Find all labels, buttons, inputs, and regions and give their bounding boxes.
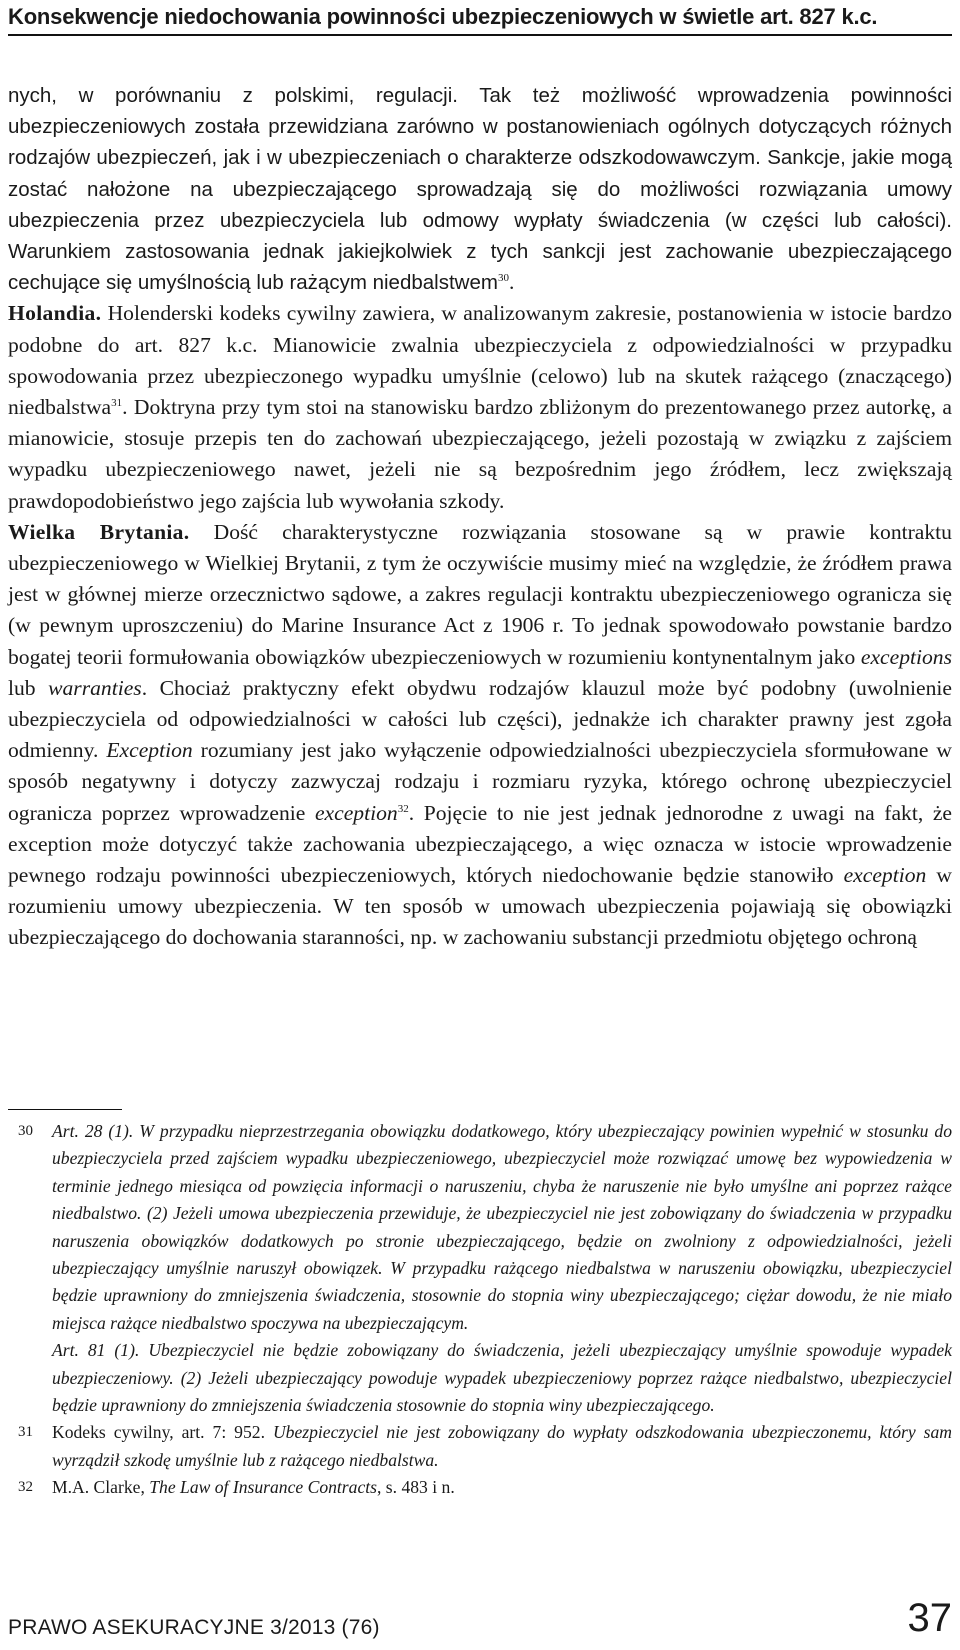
- footnote-32: [8, 1474, 952, 1501]
- paragraph-3b: . Chociaż praktyczny efekt obydwu rodzajów klauzul może być podobny (uwolnienie ubezpieczyciela od odpowiedzialności w całości lub części), jednakże ich charakter prawny jest zgoła odmienny.: [8, 675, 952, 763]
- footnotes: [8, 1118, 952, 1502]
- header-rule: [8, 34, 952, 36]
- footnote-31-lead: Kodeks cywilny, art. 7: 952.: [52, 1422, 265, 1443]
- footnote-ref-31: 31: [111, 396, 123, 409]
- paragraph-3e: w rozumieniu umowy ubezpieczenia. W ten sposób w umowach ubezpieczenia pojawiają się obowiązki ubezpieczającego do dochowania staranności, np. w zachowaniu substancji przedmiotu objętego ochroną: [8, 863, 952, 950]
- paragraph-1-end: .: [508, 270, 515, 295]
- footnote-30-text: Art. 28 (1). W przypadku nieprzestrzegania obowiązku dodatkowego, który ubezpieczający powinien wypełnić w stosunku do ubezpieczyciela przed zajściem wypadku ubezpieczeniowego, ubezpieczyciel może rozwiązać umowę bez wypowiedzenia w terminie jednego miesiąca od powzięcia informacji o naruszeniu, chyba że naruszenie nie było umyślne ani poprzez rażące niedbalstwo. (2) Jeżeli umowa ubezpieczenia przewiduje, że ubezpieczyciel nie jest zobowiązany do świadczenia w przypadku naruszenia obowiązków dodatkowych po stronie ubezpieczającego, będzie on zwolniony z odpowiedzialności, jeżeli ubezpieczający umyślnie naruszył obowiązek. W przypadku rażącego niedbalstwa w naruszeniu obowiązku, ubezpieczyciel będzie uprawniony do zmniejszenia świadczenia, stosownie do stopnia winy ubezpieczającego; ciężar dowodu, że nie miało miejsca rażące niedbalstwo spoczywa na ubezpieczającym.: [52, 1121, 952, 1333]
- main-text: [8, 80, 952, 954]
- term-exception-1: Exception: [106, 738, 193, 763]
- paragraph-3-lub: lub: [8, 675, 49, 700]
- footnote-rule: [8, 1109, 122, 1110]
- footnote-number: 31: [18, 1424, 33, 1441]
- footnote-31: [8, 1419, 952, 1474]
- term-exception-2: exception: [314, 800, 398, 825]
- footnote-30-text-2: Art. 81 (1). Ubezpieczyciel nie będzie zobowiązany do świadczenia, jeżeli ubezpieczający umyślnie spowoduje wypadek ubezpieczeniowy. (2) Jeżeli ubezpieczający powoduje wypadek ubezpieczeniowy poprzez rażące niedbalstwo, ubezpieczyciel będzie uprawniony do zmniejszenia świadczenia stosownie do stopnia winy ubezpieczającego.: [52, 1340, 952, 1416]
- term-warranties: warranties: [48, 675, 142, 700]
- section-lead-netherlands: Holandia.: [8, 301, 102, 326]
- term-exception-3: exception: [843, 863, 927, 888]
- footnote-32-author: M.A. Clarke,: [52, 1477, 150, 1498]
- paragraph-3c: rozumiany jest jako wyłączenie odpowiedzialności ubezpieczyciela sformułowane w sposób negatywny i dotyczy zazwyczaj rodzaju i rozmiaru ryzyka, którego ochronę ubezpieczyciel ogranicza poprzez wprowadzenie: [8, 738, 952, 825]
- paragraph-1: [8, 80, 952, 298]
- term-exceptions: exceptions: [860, 644, 952, 669]
- paragraph-3d: . Pojęcie to nie jest jednak jednorodne z uwagi na fakt, że exception może dotyczyć także zachowania ubezpieczającego, a więc oznacza w istocie wprowadzenie pewnego rodzaju powinności ubezpieczeniowych, których niedochowanie będzie stanowiło: [8, 800, 953, 888]
- running-header: Konsekwencje niedochowania powinności ubezpieczeniowych w świetle art. 827 k.c.: [8, 4, 878, 29]
- footnote-30: [8, 1118, 952, 1419]
- paragraph-1-text: nych, w porównaniu z polskimi, regulacji. Tak też możliwość wprowadzenia powinności ubezpieczeniowych została przewidziana zarówno w postanowieniach ogólnych dotyczących różnych rodzajów ubezpieczeń, jak i w ubezpieczeniach o charakterze odszkodowawczym. Sankcje, jakie mogą zostać nałożone na ubezpieczającego sprowadzają się do możliwości rozwiązania umowy ubezpieczenia przez ubezpieczyciela lub odmowy wypłaty świadczenia (w części lub całości). Warunkiem zastosowania jednak jakiejkolwiek z tych sankcji jest zachowanie ubezpieczającego cechujące się umyślnością lub rażącym niedbalstwem: [8, 84, 952, 295]
- footnote-ref-30: 30: [497, 272, 509, 285]
- footnote-31-text: Ubezpieczyciel nie jest zobowiązany do wypłaty odszkodowania ubezpieczonemu, który sam wyrządził szkodę umyślnie lub z rażącego niedbalstwa.: [52, 1422, 952, 1470]
- page-number: 37: [907, 1596, 952, 1640]
- section-lead-uk: Wielka Brytania.: [8, 519, 190, 544]
- footnote-ref-32: 32: [397, 802, 409, 815]
- footnote-number: 32: [18, 1479, 33, 1496]
- footnote-32-title: The Law of Insurance Contracts: [149, 1477, 377, 1498]
- paragraph-uk: [8, 517, 952, 954]
- footnote-32-tail: , s. 483 i n.: [377, 1477, 455, 1498]
- paragraph-3a: Dość charakterystyczne rozwiązania stosowane są w prawie kontraktu ubezpieczeniowego w Wielkiej Brytanii, z tym że oczywiście musimy mieć na względzie, że źródłem prawa jest w głównej mierze orzecznictwo sądowe, a zakres regulacji kontraktu ubezpieczeniowego ogranicza się (w pewnym uproszczeniu) do Marine Insurance Act z 1906 r. To jednak spowodowało powstanie bardzo bogatej teorii formułowania obowiązków ubezpieczeniowych w rozumieniu kontynentalnym jako: [8, 519, 952, 669]
- footnote-number: 30: [18, 1123, 33, 1139]
- paragraph-2a: Holenderski kodeks cywilny zawiera, w analizowanym zakresie, postanowienia w istocie bardzo podobne do art. 827 k.c. Mianowicie zwalnia ubezpieczyciela z odpowiedzialności w przypadku spowodowania przez ubezpieczonego wypadku umyślnie (celowo) lub na skutek rażącego (znaczącego) niedbalstwa: [8, 301, 952, 420]
- journal-footer: PRAWO ASEKURACYJNE 3/2013 (76): [8, 1616, 380, 1639]
- paragraph-2b: . Doktryna przy tym stoi na stanowisku bardzo zbliżonym do prezentowanego przez autorkę, a mianowicie, stosuje przepis ten do zachowań ubezpieczającego, jeżeli pozostają w związku z zajściem wypadku ubezpieczeniowego nawet, jeżeli nie są bezpośrednim jego źródłem, lecz zwiększają prawdopodobieństwo jego zajścia lub wywołania szkody.: [8, 395, 952, 513]
- paragraph-netherlands: [8, 298, 952, 516]
